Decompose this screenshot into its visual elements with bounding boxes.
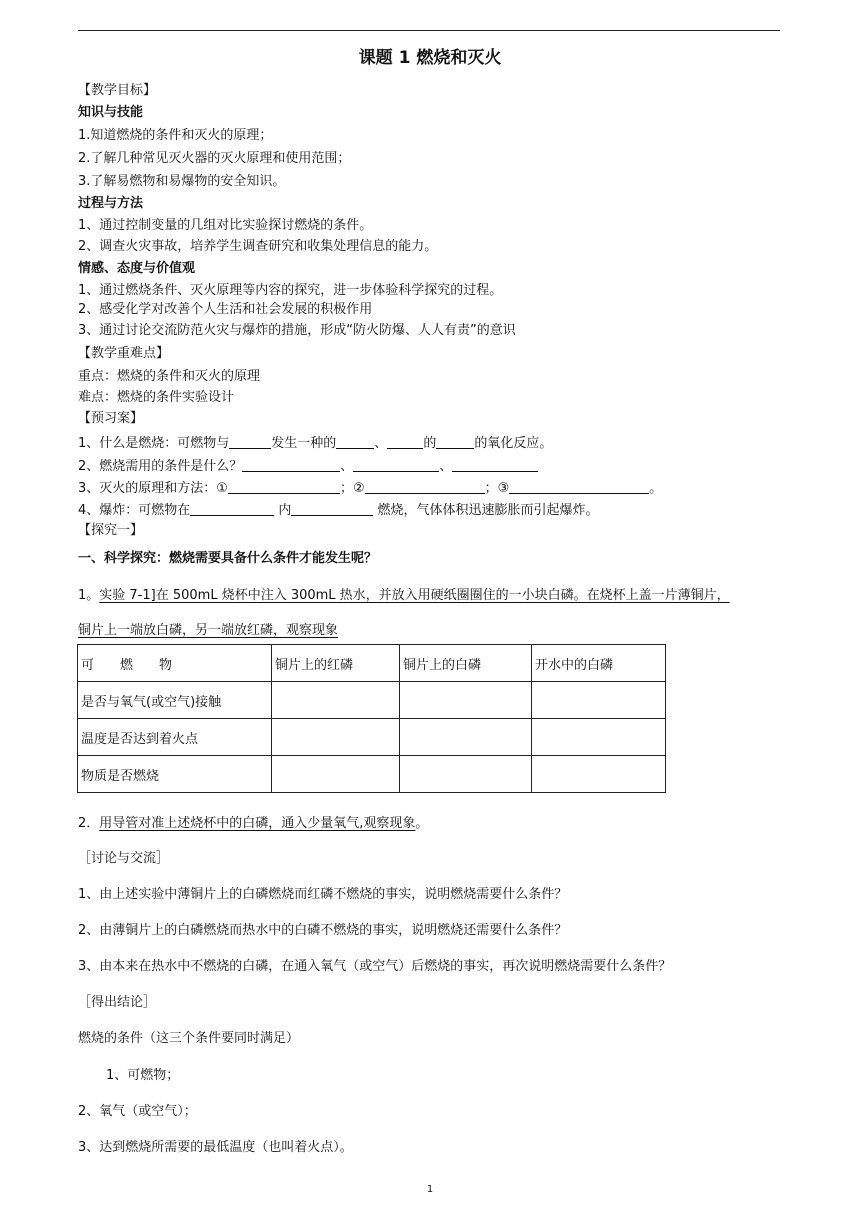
keypoint-line: 难点：燃烧的条件实验设计 — [78, 390, 235, 405]
preview-question-4: 4、爆炸：可燃物在 内 燃烧，气体体积迅速膨胀而引起爆炸。 — [78, 503, 599, 518]
conclusion-intro: 燃烧的条件（这三个条件要同时满足） — [78, 1031, 300, 1046]
table-row-label: 温度是否达到着火点 — [78, 719, 272, 756]
objective-line: 3、通过讨论交流防范火灾与爆炸的措施，形成“防火防爆、人人有责”的意识 — [78, 323, 516, 338]
answer-blank[interactable] — [509, 479, 649, 494]
objective-line: 3.了解易燃物和易爆物的安全知识。 — [78, 174, 286, 189]
table-cell[interactable] — [400, 682, 532, 719]
table-cell[interactable] — [272, 719, 400, 756]
table-header-cell: 铜片上的白磷 — [400, 645, 532, 682]
section-heading-preview: 【预习案】 — [78, 411, 144, 426]
answer-blank[interactable] — [436, 434, 474, 449]
preview-question-1: 1、什么是燃烧：可燃物与 发生一种的 、 的 的氧化反应。 — [78, 436, 553, 451]
conclusion-item: 2、氧气（或空气）； — [78, 1104, 197, 1119]
conclusion-heading: ［得出结论］ — [78, 995, 157, 1010]
page-number: 1 — [426, 1184, 434, 1195]
discussion-question: 2、由薄铜片上的白磷燃烧而热水中的白磷不燃烧的事实，说明燃烧还需要什么条件？ — [78, 923, 568, 938]
conclusion-item: 3、达到燃烧所需要的最低温度（也叫着火点）。 — [78, 1140, 353, 1155]
conclusion-item: 1、可燃物； — [106, 1068, 180, 1083]
answer-blank[interactable] — [229, 434, 271, 449]
subheading-process: 过程与方法 — [78, 196, 144, 211]
answer-blank[interactable] — [228, 479, 340, 494]
table-cell[interactable] — [532, 756, 666, 793]
table-header-cell: 铜片上的红磷 — [272, 645, 400, 682]
discussion-heading: ［讨论与交流］ — [78, 851, 170, 866]
objective-line: 2、调查火灾事故，培养学生调查研究和收集处理信息的能力。 — [78, 239, 438, 254]
table-header-cell: 开水中的白磷 — [532, 645, 666, 682]
answer-blank[interactable] — [190, 501, 274, 516]
table-row — [78, 719, 666, 756]
table-cell[interactable] — [272, 682, 400, 719]
table-row — [78, 756, 666, 793]
objective-line: 1.知道燃烧的条件和灭火的原理； — [78, 128, 273, 143]
discussion-question: 3、由本来在热水中不燃烧的白磷，在通入氧气（或空气）后燃烧的事实，再次说明燃烧需要什么条件？ — [78, 959, 672, 974]
header-rule — [78, 30, 780, 31]
table-cell[interactable] — [272, 756, 400, 793]
table-header-row — [78, 645, 666, 682]
subheading-emotion: 情感、态度与价值观 — [78, 261, 196, 276]
page-title: 课题 1 燃烧和灭火 — [358, 48, 502, 68]
experiment-1: 1。实验 7-1]在 500mL 烧杯中注入 300mL 热水，并放入用硬纸圈圈住的一小块白磷。在烧杯上盖一片薄铜片， — [78, 588, 730, 603]
section-heading-keypoints: 【教学重难点】 — [78, 346, 170, 361]
experiment-1-continued: 铜片上一端放白磷，另一端放红磷，观察现象 — [78, 623, 339, 638]
objective-line: 2.了解几种常见灭火器的灭火原理和使用范围； — [78, 151, 351, 166]
explore-question: 一、科学探究：燃烧需要具备什么条件才能发生呢？ — [78, 551, 378, 566]
answer-blank[interactable] — [353, 457, 439, 472]
table-row-label: 是否与氧气(或空气)接触 — [78, 682, 272, 719]
discussion-question: 1、由上述实验中薄铜片上的白磷燃烧而红磷不燃烧的事实，说明燃烧需要什么条件？ — [78, 887, 568, 902]
section-heading-explore: 【探究一】 — [78, 523, 144, 538]
table-row — [78, 682, 666, 719]
objective-line: 1、通过控制变量的几组对比实验探讨燃烧的条件。 — [78, 218, 373, 233]
experiment-2: 2．用导管对准上述烧杯中的白磷，通入少量氧气,观察现象。 — [78, 816, 429, 831]
answer-blank[interactable] — [336, 434, 374, 449]
table-header-cell: 可 燃 物 — [78, 645, 272, 682]
answer-blank[interactable] — [452, 457, 538, 472]
answer-blank[interactable] — [387, 434, 423, 449]
table-cell[interactable] — [532, 682, 666, 719]
objective-line: 1、通过燃烧条件、灭火原理等内容的探究，进一步体验科学探究的过程。 — [78, 283, 503, 298]
table-cell[interactable] — [400, 719, 532, 756]
observation-table — [77, 644, 666, 793]
preview-question-2: 2、燃烧需用的条件是什么？ 、 、 — [78, 457, 538, 475]
table-cell[interactable] — [532, 719, 666, 756]
section-heading-objectives: 【教学目标】 — [78, 83, 157, 98]
keypoint-line: 重点：燃烧的条件和灭火的原理 — [78, 369, 261, 384]
table-cell[interactable] — [400, 756, 532, 793]
answer-blank[interactable] — [365, 479, 485, 494]
table-row-label: 物质是否燃烧 — [78, 756, 272, 793]
preview-question-3: 3、灭火的原理和方法：① ；② ；③ 。 — [78, 481, 663, 496]
objective-line: 2、感受化学对改善个人生活和社会发展的积极作用 — [78, 302, 373, 317]
answer-blank[interactable] — [291, 501, 373, 516]
subheading-knowledge: 知识与技能 — [78, 105, 144, 120]
answer-blank[interactable] — [242, 457, 340, 472]
